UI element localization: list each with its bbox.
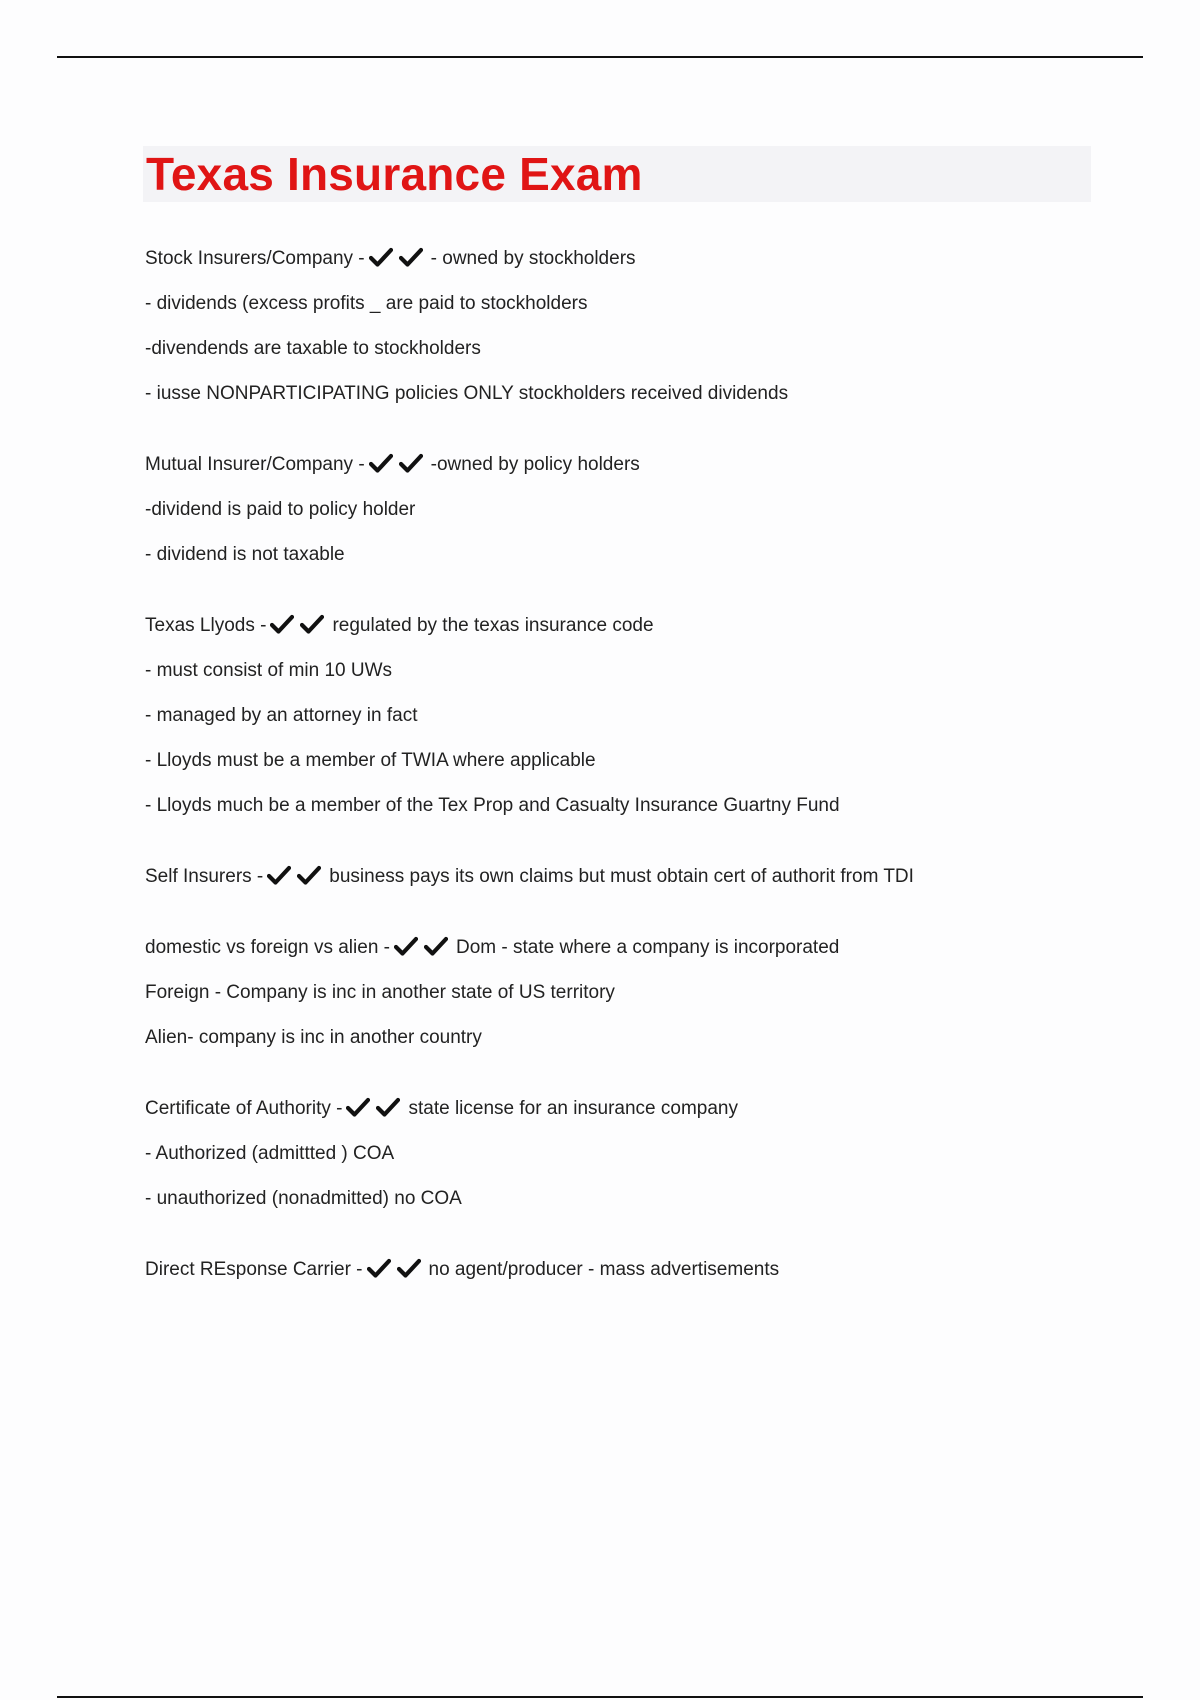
entry-detail-line: - iusse NONPARTICIPATING policies ONLY stockholders received dividends: [145, 383, 789, 404]
double-checkmark-icon: [369, 453, 429, 480]
top-rule: [57, 56, 1143, 58]
entry-heading-line: [145, 453, 1145, 477]
entry-heading-line: [145, 865, 1145, 889]
flashcard-entry: [145, 1097, 1145, 1211]
entry-definition: business pays its own claims but must obtain cert of authorit from TDI: [329, 866, 914, 887]
flashcard-entry: [145, 614, 1145, 818]
page-title: Texas Insurance Exam: [146, 148, 643, 200]
entry-term: domestic vs foreign vs alien -: [145, 937, 390, 958]
entry-term: Self Insurers -: [145, 866, 264, 887]
entry-term: Stock Insurers/Company -: [145, 248, 365, 269]
entry-heading-line: [145, 936, 1145, 960]
flashcard-list: [145, 247, 1145, 1329]
entry-term: Texas Llyods -: [145, 615, 267, 636]
entry-heading-line: [145, 1097, 1145, 1121]
flashcard-entry: [145, 865, 1145, 889]
bottom-rule: [57, 1696, 1143, 1698]
entry-detail-line: - Authorized (admittted ) COA: [145, 1143, 395, 1164]
entry-heading-line: [145, 247, 1145, 271]
entry-detail-line: - dividends (excess profits _ are paid to stockholders: [145, 293, 588, 314]
double-checkmark-icon: [346, 1097, 406, 1124]
double-checkmark-icon: [270, 614, 330, 641]
entry-detail-line: - managed by an attorney in fact: [145, 705, 418, 726]
entry-detail-line: -dividend is paid to policy holder: [145, 499, 416, 520]
entry-definition: state license for an insurance company: [408, 1098, 738, 1119]
entry-definition: - owned by stockholders: [430, 248, 636, 269]
flashcard-entry: [145, 936, 1145, 1050]
flashcard-entry: [145, 1258, 1145, 1282]
entry-detail-line: - Lloyds much be a member of the Tex Prop and Casualty Insurance Guartny Fund: [145, 795, 840, 816]
double-checkmark-icon: [367, 1258, 427, 1285]
entry-definition: Dom - state where a company is incorporated: [456, 937, 840, 958]
entry-term: Mutual Insurer/Company -: [145, 454, 365, 475]
entry-term: Certificate of Authority -: [145, 1098, 343, 1119]
flashcard-entry: [145, 247, 1145, 406]
entry-detail-line: -divendends are taxable to stockholders: [145, 338, 481, 359]
entry-detail-line: - dividend is not taxable: [145, 544, 345, 565]
entry-detail-line: - Lloyds must be a member of TWIA where applicable: [145, 750, 596, 771]
flashcard-entry: [145, 453, 1145, 567]
entry-definition: -owned by policy holders: [430, 454, 640, 475]
entry-heading-line: [145, 1258, 1145, 1282]
entry-definition: regulated by the texas insurance code: [332, 615, 654, 636]
entry-detail-line: Foreign - Company is inc in another state of US territory: [145, 982, 615, 1003]
double-checkmark-icon: [267, 865, 327, 892]
entry-detail-line: - unauthorized (nonadmitted) no COA: [145, 1188, 462, 1209]
entry-definition: no agent/producer - mass advertisements: [428, 1259, 780, 1280]
entry-term: Direct REsponse Carrier -: [145, 1259, 363, 1280]
entry-heading-line: [145, 614, 1145, 638]
entry-detail-line: - must consist of min 10 UWs: [145, 660, 393, 681]
double-checkmark-icon: [394, 936, 454, 963]
entry-detail-line: Alien- company is inc in another country: [145, 1027, 482, 1048]
double-checkmark-icon: [369, 247, 429, 274]
